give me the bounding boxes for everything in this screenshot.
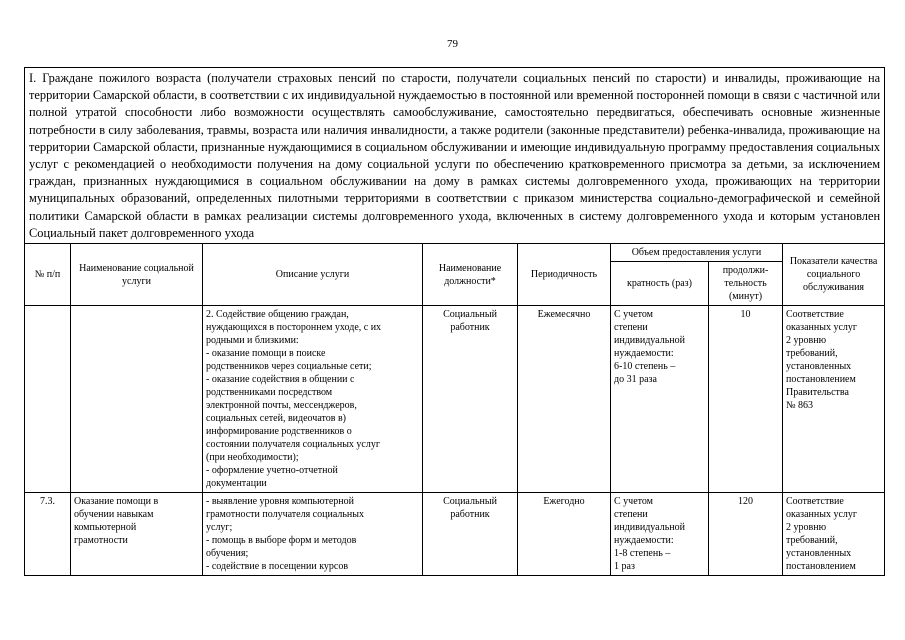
row-num: 7.3.	[25, 493, 71, 576]
row-service-name	[71, 306, 203, 493]
header-num: № п/п	[25, 244, 71, 306]
header-service-name: Наименование социальной услуги	[71, 244, 203, 306]
header-multiplicity: кратность (раз)	[611, 262, 709, 306]
row-frequency: Ежегодно	[518, 493, 611, 576]
row-duration: 10	[709, 306, 783, 493]
row-quality: Соответствие оказанных услуг 2 уровню требований, установленных постановлением	[783, 493, 885, 576]
header-volume: Объем предоставления услуги	[611, 244, 783, 262]
row-duration: 120	[709, 493, 783, 576]
table-row	[25, 306, 885, 493]
row-service-name: Оказание помощи в обучении навыкам компьютерной грамотности	[71, 493, 203, 576]
row-multiplicity: С учетом степени индивидуальной нуждаемости: 6-10 степень – до 31 раза	[611, 306, 709, 493]
column-header-row	[25, 244, 885, 262]
row-position: Социальный работник	[423, 306, 518, 493]
header-frequency: Периодичность	[518, 244, 611, 306]
services-table	[24, 67, 885, 576]
header-quality: Показатели качества социального обслуживания	[783, 244, 885, 306]
page-number: 79	[447, 38, 458, 50]
section-header-row	[25, 68, 885, 244]
row-description: - выявление уровня компьютерной грамотности получателя социальных услуг; - помощь в выборе форм и методов обучения; - содействие в посещении курсов	[203, 493, 423, 576]
header-description: Описание услуги	[203, 244, 423, 306]
section-title: I. Граждане пожилого возраста (получатели страховых пенсий по старости, получатели социальных пенсий по старости) и инвалиды, проживающие на территории Самарской области, в соответствии с их индивидуальной нуждаемостью в постоянной или временной посторонней помощи в связи с частичной или полной утратой способности либо возможности осуществлять самообслуживание, самостоятельно передвигаться, обеспечивать основные жизненные потребности в силу заболевания, травмы, возраста или наличия инвалидности, а также родители (законные представители) ребенка-инвалида, проживающие на территории Самарской области, признанные нуждающимися в социальном обслуживании и имеющие индивидуальную программу предоставления социальных услуг с рекомендацией о необходимости получения на дому социальной услуги по обеспечению кратковременного присмотра за детьми, за исключением граждан, признанных нуждающимися в социальном обслуживании на дому в рамках системы долговременного ухода, проживающих на территории муниципальных образований, определенных пилотными территориями в соответствии с приказом министерства социально-демографической и семейной политики Самарской области в рамках реализации системы долговременного ухода, включенных в систему долговременного ухода и которым установлен Социальный пакет долговременного ухода	[25, 68, 885, 244]
row-quality: Соответствие оказанных услуг 2 уровню требований, установленных постановлением Правительства № 863	[783, 306, 885, 493]
row-multiplicity: С учетом степени индивидуальной нуждаемости: 1-8 степень – 1 раз	[611, 493, 709, 576]
header-duration: продолжи-тельность (минут)	[709, 262, 783, 306]
row-frequency: Ежемесячно	[518, 306, 611, 493]
row-description: 2. Содействие общению граждан, нуждающихся в постороннем уходе, с их родными и близкими: - оказание помощи в поиске родственников через социальные сети; - оказание содействия в общении с родственниками посредством электронной почты, мессенджеров, социальных сетей, видеочатов в) информирование родственников о состоянии получателя социальных услуг (при необходимости); - оформление учетно-отчетной документации	[203, 306, 423, 493]
row-num	[25, 306, 71, 493]
table-row	[25, 493, 885, 576]
header-position: Наименование должности*	[423, 244, 518, 306]
row-position: Социальный работник	[423, 493, 518, 576]
